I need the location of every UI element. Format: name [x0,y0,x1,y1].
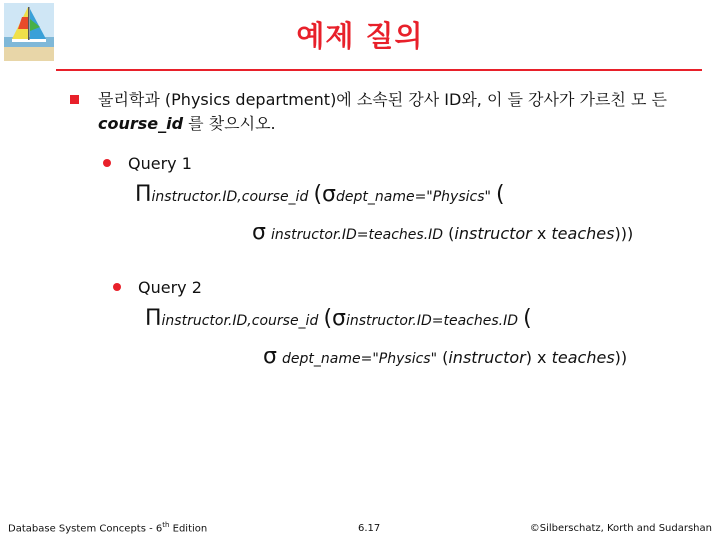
footer-book-title [8,521,207,534]
query2-label: Query 2 [138,278,202,297]
selection-symbol: σ [263,344,277,369]
question-text [98,88,703,136]
selection-predicate: dept_name="Physics" [282,351,438,367]
cartesian-product: x [531,348,552,367]
footer-edition-text: Edition [169,523,208,534]
footer-book-title-text: Database System Concepts - 6 [8,523,163,534]
projection-symbol: Π [145,306,162,331]
selection-predicate: instructor.ID=teaches.ID [345,313,518,329]
selection-symbol: σ [332,306,346,331]
open-paren: ( [523,306,532,331]
round-bullet-icon [113,283,121,291]
round-bullet-icon [103,159,111,167]
open-paren: ( [323,306,333,331]
open-paren: ( [442,348,449,367]
selection-symbol: σ [252,220,266,245]
projection-attributes: instructor.ID,course_id [161,313,319,329]
projection-symbol: Π [135,182,152,207]
footer-copyright: ©Silberschatz, Korth and Sudarshan [529,523,712,534]
query1-expression-line2 [252,220,633,245]
title-divider [56,69,702,71]
open-paren: ( [313,182,323,207]
open-paren: ( [496,182,505,207]
query2-expression-line2 [263,344,627,369]
question-part1: 물리학과 (Physics department)에 소속된 강사 ID와, 이 들 강사가 가르친 모 든 [98,90,667,109]
close-parens: )) [614,348,628,367]
query1-expression-line1 [135,182,505,207]
page-title: 예제 질의 [296,19,424,53]
relation-teaches: teaches [551,348,615,367]
selection-predicate: dept_name="Physics" [335,189,491,205]
selection-symbol: σ [322,182,336,207]
query2-expression-line1 [145,306,532,331]
cartesian-product: x [531,224,552,243]
query1-label: Query 1 [128,154,192,173]
question-course-id: course_id [98,114,184,133]
relation-instructor: instructor [454,224,532,243]
close-parens: ))) [614,224,634,243]
question-part2: 를 찾으시오. [183,114,276,133]
open-paren: ( [448,224,455,243]
projection-attributes: instructor.ID,course_id [151,189,309,205]
footer-slide-number: 6.17 [358,523,381,534]
relation-teaches: teaches [551,224,615,243]
selection-predicate: instructor.ID=teaches.ID [271,227,444,243]
footer-edition-sup: th [162,520,170,529]
relation-instructor: instructor [448,348,526,367]
square-bullet-icon [70,95,79,104]
close-paren: ) [525,348,532,367]
